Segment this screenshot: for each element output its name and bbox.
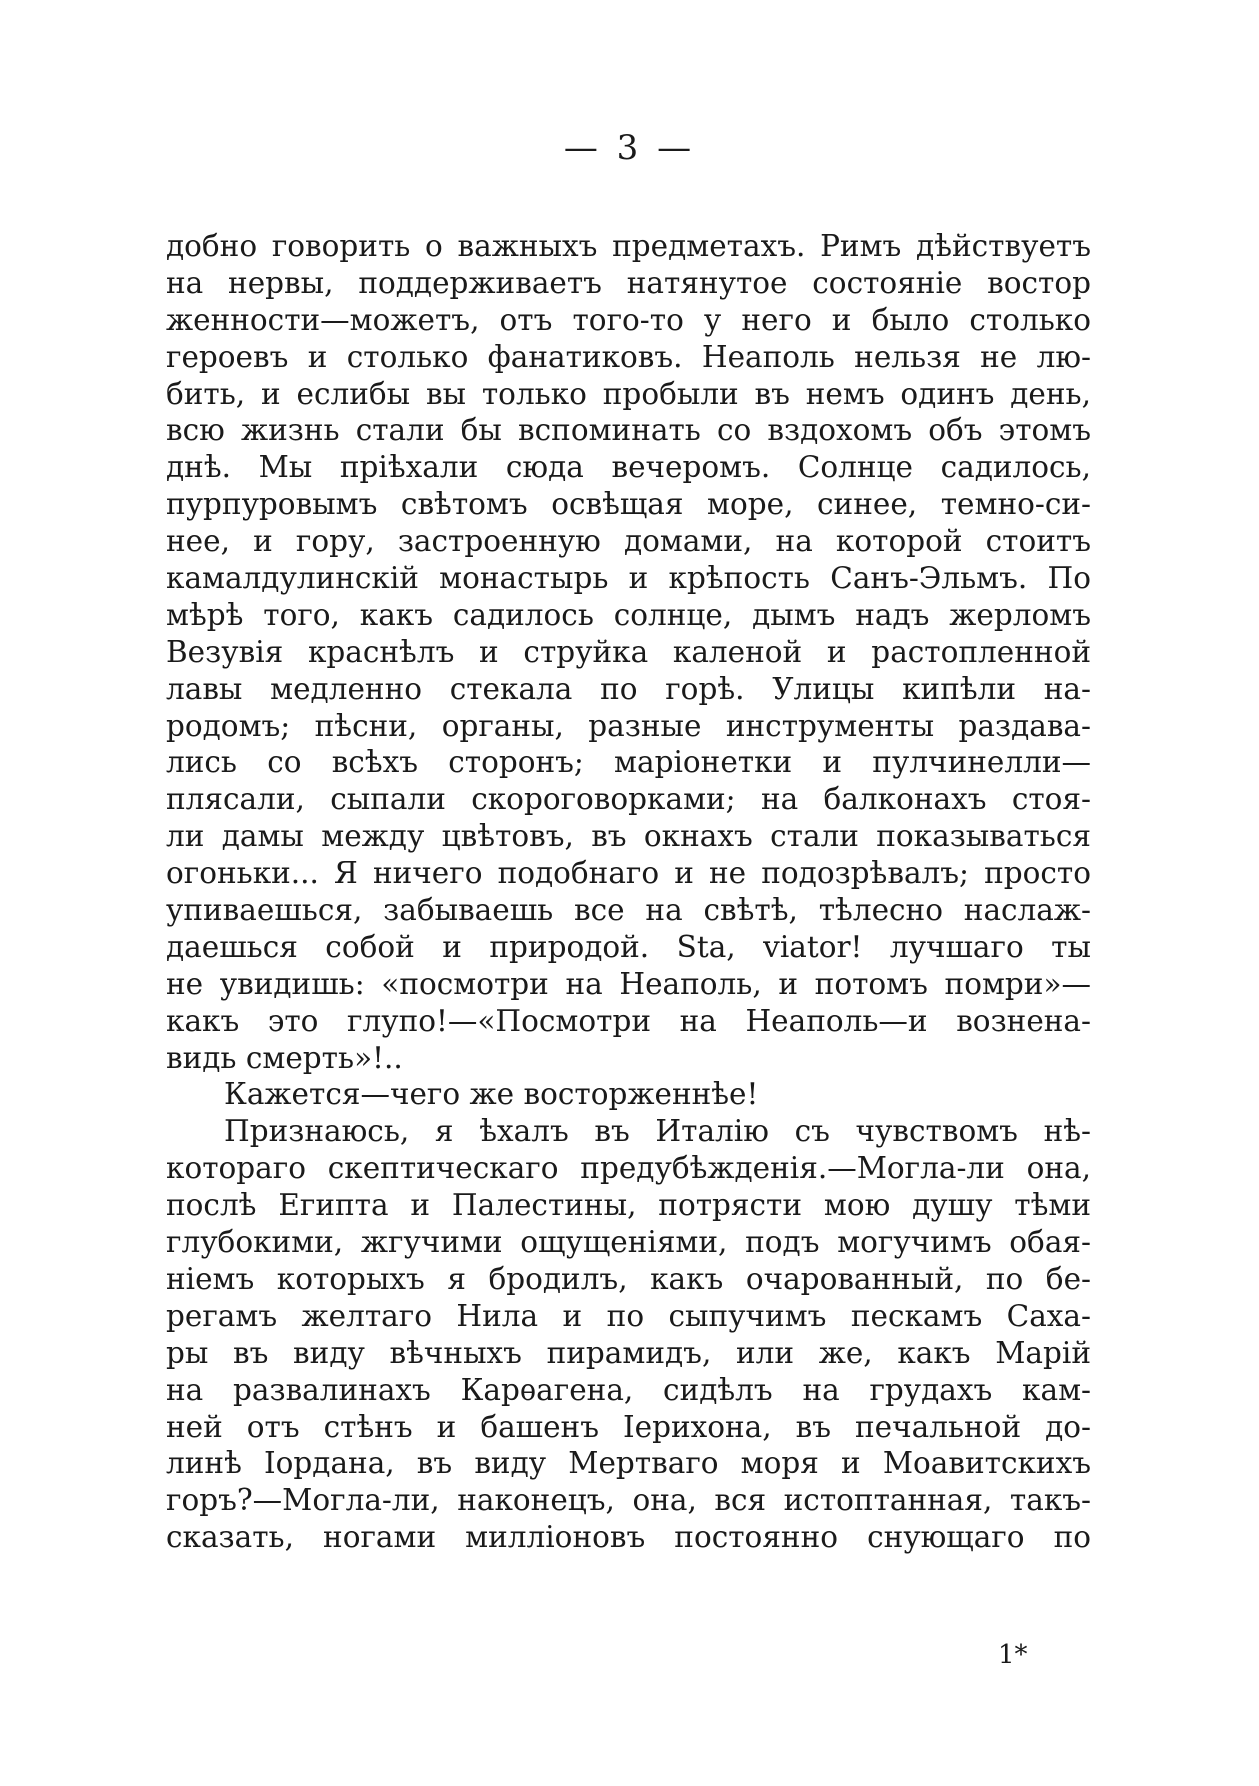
text-line: линѣ Іордана, въ виду Мертваго моря и Моавитскихъ — [166, 1446, 1091, 1481]
text-line: ней отъ стѣнъ и башенъ Іерихона, въ печальной до- — [166, 1409, 1091, 1444]
text-line: ры въ виду вѣчныхъ пирамидъ, или же, какъ Марій — [166, 1335, 1091, 1370]
page-number: — 3 — — [563, 128, 696, 168]
text-line: послѣ Египта и Палестины, потрясти мою душу тѣми — [166, 1188, 1091, 1223]
text-line: камалдулинскій монастырь и крѣпость Санъ-Эльмъ. По — [166, 561, 1091, 596]
text-line: не увидишь: «посмотри на Неаполь, и потомъ помри»— — [166, 966, 1091, 1001]
text-line: котораго скептическаго предубѣжденія.—Могла-ли она, — [166, 1151, 1091, 1186]
text-line: на развалинахъ Карѳагена, сидѣлъ на грудахъ кам- — [166, 1372, 1091, 1407]
text-line: Везувія краснѣлъ и струйка каленой и растопленной — [166, 634, 1091, 669]
text-line: пурпуровымъ свѣтомъ освѣщая море, синее, темно-си- — [166, 487, 1091, 522]
text-line: лись со всѣхъ сторонъ; маріонетки и пулчинелли— — [166, 745, 1091, 780]
text-line: регамъ желтаго Нила и по сыпучимъ пескамъ Саха- — [166, 1298, 1091, 1333]
text-line: добно говорить о важныхъ предметахъ. Римъ дѣйствуетъ — [166, 229, 1091, 263]
text-line: глубокими, жгучими ощущеніями, подъ могучимъ обая- — [166, 1225, 1091, 1260]
text-line: горъ?—Могла-ли, наконецъ, она, вся истоптанная, такъ- — [166, 1483, 1091, 1518]
text-line: ніемъ которыхъ я бродилъ, какъ очарованный, по бе- — [166, 1261, 1091, 1296]
text-line: на нервы, поддерживаетъ натянутое состояніе востор — [166, 265, 1091, 300]
signature-mark: 1* — [998, 1640, 1028, 1670]
text-line: какъ это глупо!—«Посмотри на Неаполь—и вознена- — [166, 1003, 1091, 1038]
text-line: бить, и еслибы вы только пробыли въ немъ одинъ день, — [166, 376, 1091, 411]
text-line: мѣрѣ того, какъ садилось солнце, дымъ надъ жерломъ — [166, 597, 1091, 632]
text-line: героевъ и столько фанатиковъ. Неаполь нельзя не лю- — [166, 339, 1091, 374]
text-line: днѣ. Мы пріѣхали сюда вечеромъ. Солнце садилось, — [166, 450, 1091, 485]
text-line: родомъ; пѣсни, органы, разные инструменты раздава- — [166, 708, 1091, 743]
text-line: Признаюсь, я ѣхалъ въ Италію съ чувствомъ нѣ- — [224, 1114, 1091, 1149]
text-line: видь смерть»!.. — [166, 1040, 403, 1075]
text-line: ли дамы между цвѣтовъ, въ окнахъ стали показываться — [166, 819, 1091, 854]
text-line: нее, и гору, застроенную домами, на которой стоитъ — [166, 524, 1091, 559]
text-line: всю жизнь стали бы вспоминать со вздохомъ объ этомъ — [166, 413, 1091, 448]
body-text — [166, 228, 1091, 1556]
text-line: даешься собой и природой. Sta, viator! лучшаго ты — [166, 929, 1091, 964]
text-line: огоньки... Я ничего подобнаго и не подозрѣвалъ; просто — [166, 856, 1091, 891]
text-line: упиваешься, забываешь все на свѣтѣ, тѣлесно наслаж- — [166, 893, 1091, 928]
text-line: плясали, сыпали скороговорками; на балконахъ стоя- — [166, 782, 1091, 817]
text-line: лавы медленно стекала по горѣ. Улицы кипѣли на- — [166, 671, 1091, 706]
text-line: сказать, ногами милліоновъ постоянно снующаго по — [166, 1520, 1091, 1555]
text-line: Кажется—чего же восторженнѣе! — [224, 1077, 759, 1112]
text-line: женности—можетъ, отъ того-то у него и было столько — [166, 302, 1091, 337]
